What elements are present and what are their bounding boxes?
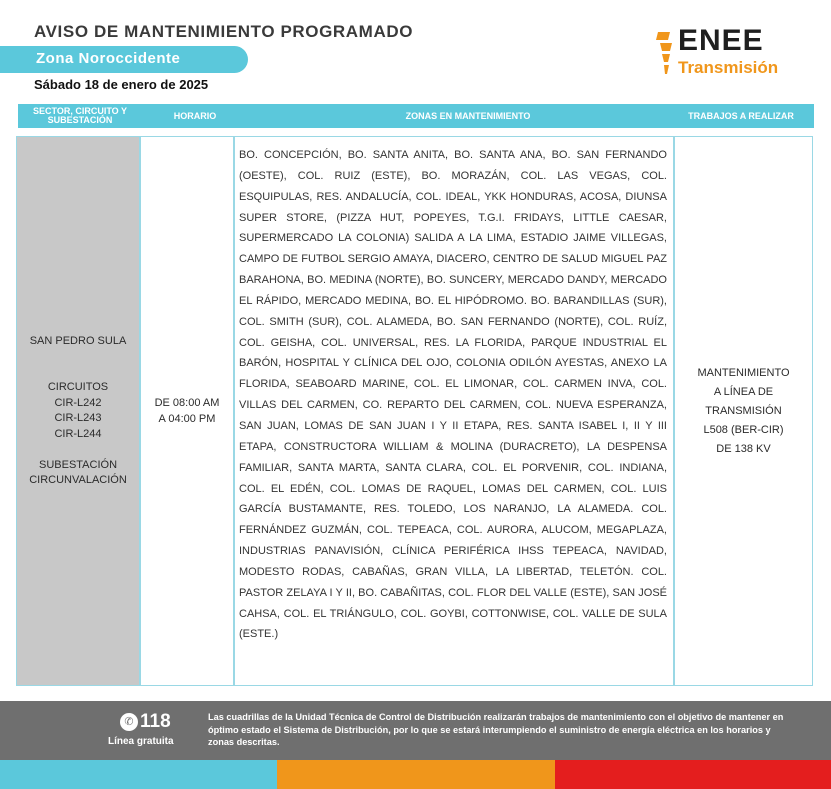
trabajos-cell: MANTENIMIENTO A LÍNEA DE TRANSMISIÓN L508 (BER-CIR) DE 138 KV (674, 136, 813, 686)
color-stripe-red (555, 760, 831, 789)
phone-icon: ✆ (120, 713, 138, 731)
footer (0, 701, 831, 760)
hotline[interactable] (106, 713, 186, 753)
color-stripe-orange (277, 760, 555, 789)
color-stripe-blue (0, 760, 277, 789)
horario-cell: DE 08:00 AM A 04:00 PM (140, 136, 234, 686)
column-header-zonas: ZONAS EN MANTENIMIENTO (405, 110, 531, 121)
logo-subtitle: Transmisión (678, 58, 779, 77)
zone-label: Zona Noroccidente (36, 50, 181, 67)
table-header (18, 104, 814, 128)
column-header-horario: HORARIO (173, 110, 217, 121)
maintenance-date: Sábado 18 de enero de 2025 (34, 77, 209, 92)
page-title: AVISO DE MANTENIMIENTO PROGRAMADO (34, 22, 414, 41)
zone-banner (0, 46, 248, 73)
zonas-cell: BO. CONCEPCIÓN, BO. SANTA ANITA, BO. SANTA ANA, BO. SAN FERNANDO (OESTE), COL. RUIZ (ESTE), BO. MORAZÁN, COL. LAS VEGAS, COL. ESQUIPULAS, RES. ANDALUCÍA, COL. IDEAL, YKK HONDURAS, ACOSA, DIUNSA SUPER STORE, (PIZZA HUT, POPEYES, T.G.I. FRIDAYS, LITTLE CAESAR, SUPERMERCADO LA COLONIA) SALIDA A LA LIMA, ESTADIO JAIME VILLEGAS, CAMPO DE FUTBOL SERGIO AMAYA, DIACERO, CENTRO DE SALUD MIGUEL PAZ BARAHONA, BO. MEDINA (NORTE), BO. SUNCERY, MERCADO DANDY, MERCADO EL RÁPIDO, MERCADO MEDINA, BO. EL HIPÓDROMO. BO. BARANDILLAS (SUR), COL. SMITH (SUR), COL. ALAMEDA, BO. SAN FERNANDO (NORTE), COL. RUÍZ, COL. GEISHA, COL. UNIVERSAL, RES. LA FLORIDA, PARQUE INDUSTRIAL EL BARÓN, HOSPITAL Y CLÍNICA DEL OJO, COLONIA ODILÓN AYESTAS, ANEXO LA FLORIDA, SEABOARD MARINE, COL. EL LIMONAR, COL. CARMEN INVA, COL. VILLAS DEL CARMEN, CO. REPARTO DEL CARMEN, COL. NUEVA ESPERANZA, SAN JUAN, LOMAS DE SAN JUAN I Y II ETAPA, RES. SANTA ISABEL I, II Y III ETAPA, CONSTRUCTORA WILLIAM & MOLINA (DURACRETO), LA DESPENSA FAMILIAR, SANTA MARTA, SANTA CLARA, COL. EL PORVENIR, COL. INDIANA, COL. EL EDÉN, COL. LOMAS DE RAQUEL, LOMAS DEL CARMEN, COL. LUIS GARCÍA BUSTAMANTE, RES. TOLEDO, LOS NARANJO, LA ALAMEDA. COL. FERNÁNDEZ GUZMÁN, COL. TEPEACA, COL. AURORA, ALUCOM, MEGAPLAZA, INDUSTRIAS PANAVISIÓN, CLÍNICA PERIFÉRICA IHSS TEPEACA, NAVIDAD, MODESTO RODAS, CABAÑAS, GRAN VILLA, LA LIBERTAD, TELETÓN. COL. PASTOR ZELAYA I Y II, BO. CABAÑITAS, COL. FLOR DEL VALLE (ESTE), SAN JOSÉ CAHSA, COL. EL TRIÁNGULO, COL. GOYBI, COTTONWISE, COL. VALLE DE SULA (ESTE.) (234, 136, 674, 686)
column-header-trabajos: TRABAJOS A REALIZAR (688, 110, 794, 121)
column-header-sector: SECTOR, CIRCUITO Y SUBESTACIÓN (32, 106, 128, 125)
enee-logo (656, 24, 816, 80)
hotline-label: Línea gratuita (108, 736, 174, 747)
hotline-number: 118 (140, 711, 171, 732)
logo-enee-text: ENEE (678, 24, 764, 57)
enee-logo-icon (656, 32, 672, 74)
sector-cell: SAN PEDRO SULA CIRCUITOS CIR-L242 CIR-L243 CIR-L244 SUBESTACIÓN CIRCUNVALACIÓN (16, 136, 140, 686)
footer-notice: Las cuadrillas de la Unidad Técnica de Control de Distribución realizarán trabajos de mantenimiento con el objetivo de mantener en óptimo estado el Sistema de Distribución, por lo que se estará interumpiendo el suministro de energía eléctrica en los horarios y zonas descritas. (208, 712, 784, 747)
